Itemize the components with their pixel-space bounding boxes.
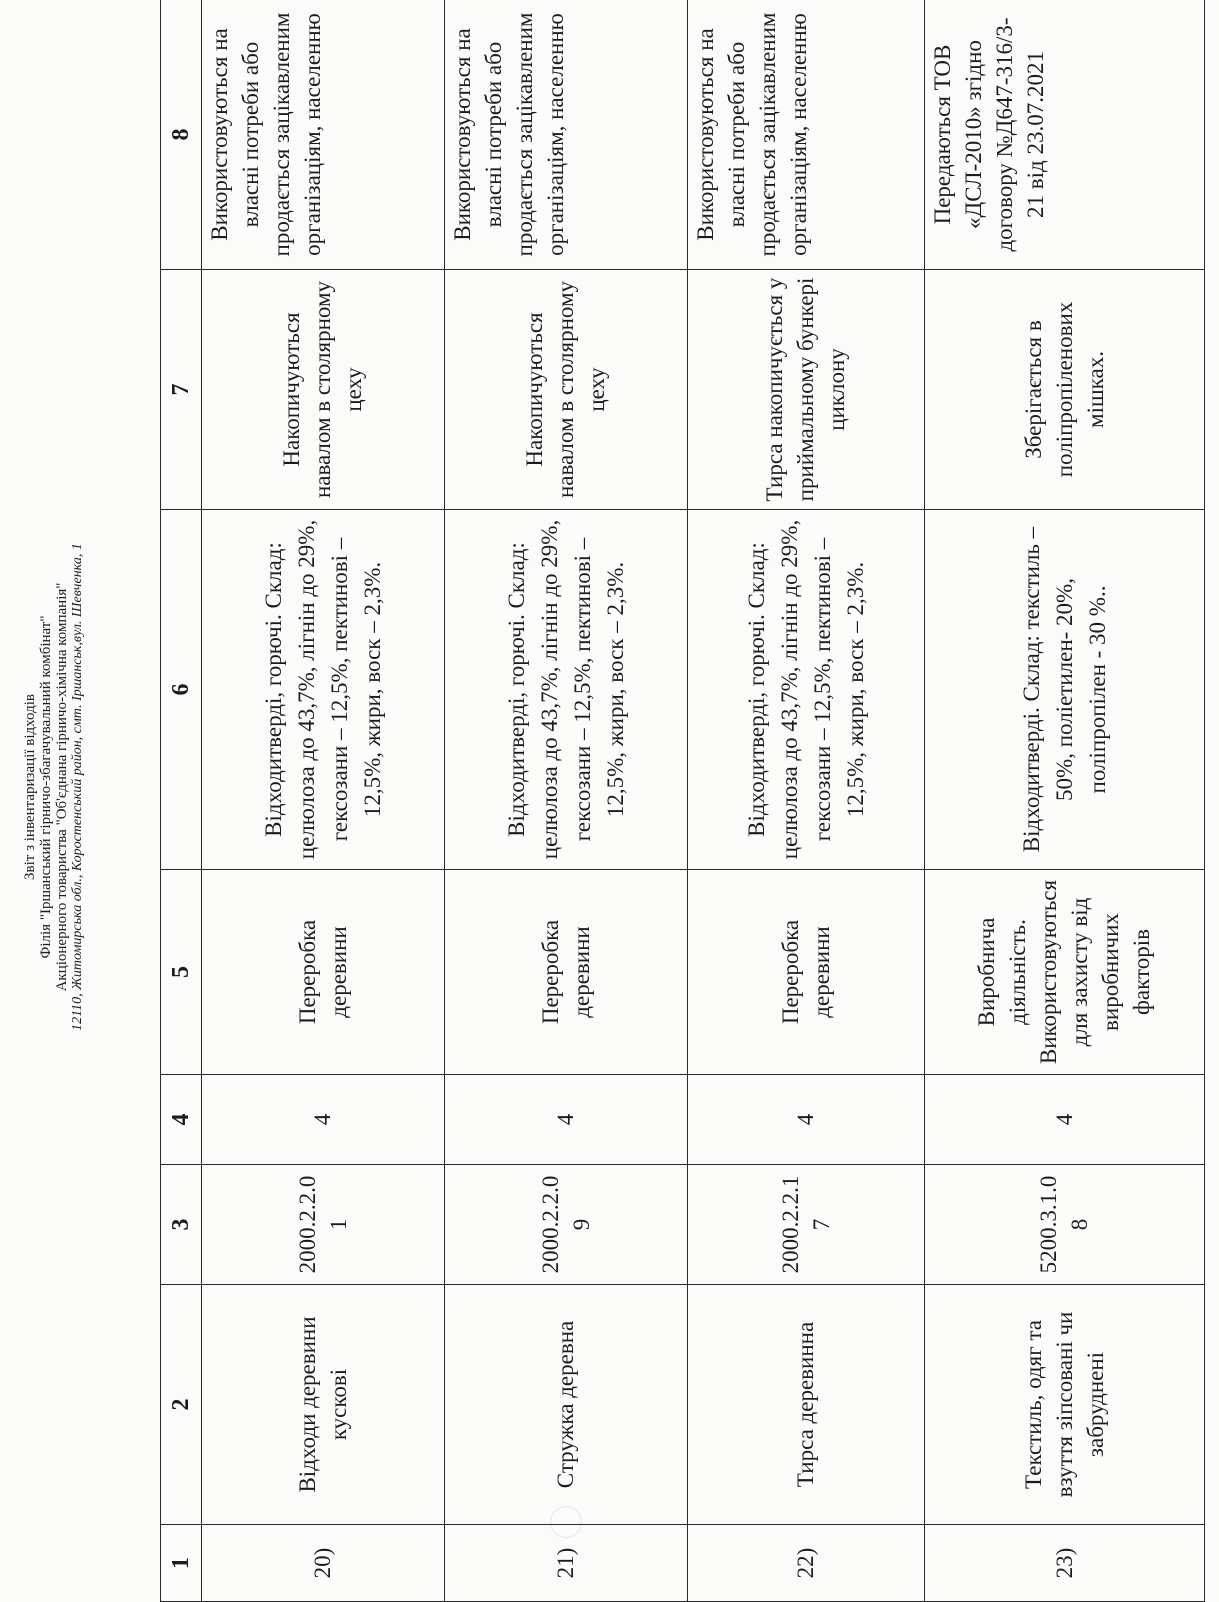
waste-name: Стружка деревна	[444, 1285, 687, 1525]
column-header-3: 3	[161, 1165, 202, 1285]
header-line-report-title: Звіт з інвентаризації відходів	[22, 694, 38, 880]
column-number-row	[161, 0, 202, 1602]
waste-code: 5200.3.1.0 8	[924, 1165, 1204, 1285]
waste-source: Виробнича діяльність. Використовуються для захисту від виробничих факторів	[924, 870, 1204, 1075]
document-header	[22, 0, 86, 1574]
hazard-class: 4	[687, 1075, 924, 1165]
column-header-2: 2	[161, 1285, 202, 1525]
disposal-method: Використовуються на власні потреби або продається зацікавленим організаціям, населенню	[202, 0, 445, 270]
waste-inventory-table	[160, 0, 1205, 1602]
table-row	[687, 0, 924, 1602]
column-header-8: 8	[161, 0, 202, 270]
waste-name: Відходи деревини кускові	[202, 1285, 445, 1525]
waste-source: Переробка деревини	[202, 870, 445, 1075]
storage-method: Накопичуються навалом в столярному цеху	[202, 270, 445, 510]
storage-method: Зберігається в поліпропіленових мішках.	[924, 270, 1204, 510]
waste-source: Переробка деревини	[687, 870, 924, 1075]
table-row	[202, 0, 445, 1602]
column-header-7: 7	[161, 270, 202, 510]
storage-method: Тирса накопичується у приймальному бункері циклону	[687, 270, 924, 510]
row-number: 23)	[924, 1525, 1204, 1602]
waste-source: Переробка деревини	[444, 870, 687, 1075]
waste-code: 2000.2.2.1 7	[687, 1165, 924, 1285]
disposal-method: Використовуються на власні потреби або продається зацікавленим організаціям, населенню	[687, 0, 924, 270]
waste-name: Тирса деревинна	[687, 1285, 924, 1525]
waste-composition: Відходитверді, горючі. Склад: целюлоза до 43,7%, лігнін до 29%, гексозани – 12,5%, пектинові – 12,5%, жири, воск – 2,3%.	[687, 510, 924, 870]
waste-composition: Відходитверді, горючі. Склад: целюлоза до 43,7%, лігнін до 29%, гексозани – 12,5%, пектинові – 12,5%, жири, воск – 2,3%.	[202, 510, 445, 870]
waste-composition: Відходитверді. Склад: текстиль – 50%, поліетилен- 20%, поліпропілен - 30 %..	[924, 510, 1204, 870]
column-header-1: 1	[161, 1525, 202, 1602]
column-header-6: 6	[161, 510, 202, 870]
disposal-method: Використовуються на власні потреби або продається зацікавленим організаціям, населенню	[444, 0, 687, 270]
waste-composition: Відходитверді, горючі. Склад: целюлоза до 43,7%, лігнін до 29%, гексозани – 12,5%, пектинові – 12,5%, жири, воск – 2,3%.	[444, 510, 687, 870]
row-number: 20)	[202, 1525, 445, 1602]
row-number: 21)	[444, 1525, 687, 1602]
table-row	[444, 0, 687, 1602]
storage-method: Накопичуються навалом в столярному цеху	[444, 270, 687, 510]
hazard-class: 4	[444, 1075, 687, 1165]
column-header-4: 4	[161, 1075, 202, 1165]
header-line-address: 12110, Житомирська обл., Коростенський район, смт. Іршанськ,вул. Шевченка, 1	[70, 543, 85, 1031]
disposal-method: Передаються ТОВ «ДСЛ-2010» згідно договору №Д647-316/3-21 від 23.07.2021	[924, 0, 1204, 270]
waste-name: Текстиль, одяг та взуття зіпсовані чи забруднені	[924, 1285, 1204, 1525]
waste-code: 2000.2.2.0 1	[202, 1165, 445, 1285]
table-row	[924, 0, 1204, 1602]
header-line-branch: Філія "Іршанський гірничо-збагачувальний комбінат"	[38, 615, 54, 959]
waste-code: 2000.2.2.0 9	[444, 1165, 687, 1285]
hazard-class: 4	[202, 1075, 445, 1165]
column-header-5: 5	[161, 870, 202, 1075]
header-line-company: Акціонерного товариства "Об'єднана гірничо-хімічна компанія"	[54, 582, 70, 992]
hazard-class: 4	[924, 1075, 1204, 1165]
row-number: 22)	[687, 1525, 924, 1602]
